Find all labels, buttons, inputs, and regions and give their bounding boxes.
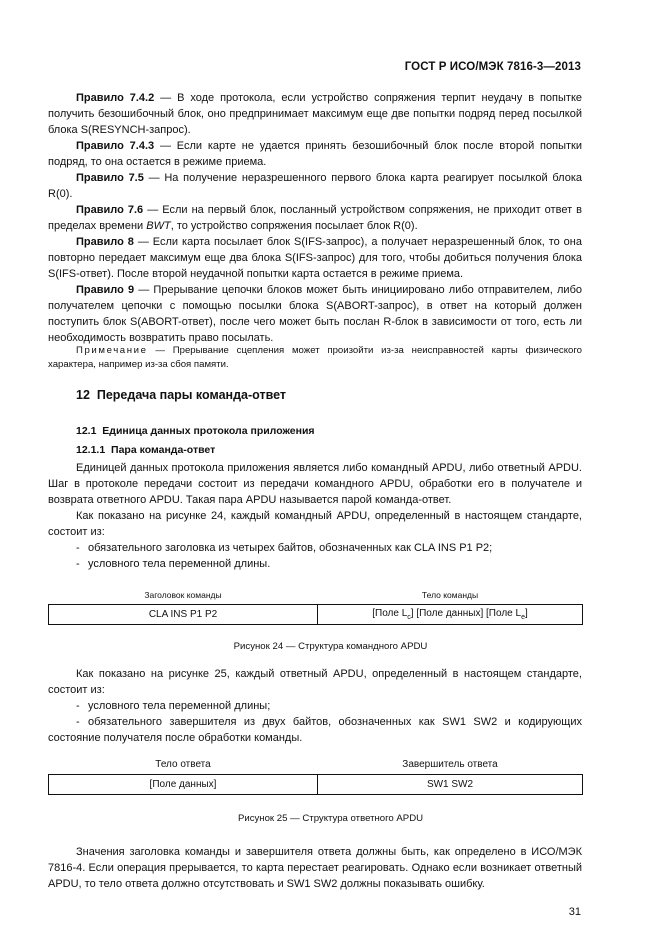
rule-label: Правило 8	[76, 236, 134, 248]
rule-7-6	[48, 202, 582, 234]
command-body-label: Тело команды	[421, 589, 479, 600]
bwt-term: BWT	[146, 220, 171, 232]
list-item-text: условного тела переменной длины;	[88, 700, 271, 712]
response-body-cell: [Поле данных]	[49, 774, 318, 794]
figure24-table	[48, 586, 583, 625]
list-item-text: обязательного завершителя из двух байтов, обозначенных как SW1 SW2 и кодирующих состояние получателя после обработки команды.	[48, 716, 582, 744]
list-item: - обязательного заголовка из четырех байтов, обозначенных как CLA INS P1 P2;	[76, 542, 493, 554]
rule-text-end: , то устройство сопряжения посылает блок R(0).	[170, 220, 418, 232]
section-title: Передача пары команда-ответ	[96, 388, 286, 402]
page-number: 31	[568, 906, 581, 918]
rule-9	[48, 282, 582, 346]
rule-7-4-3	[48, 138, 582, 170]
subsubsection-title: Пара команда-ответ	[111, 444, 216, 456]
standard-header: ГОСТ Р ИСО/МЭК 7816-3—2013	[404, 61, 581, 73]
rule-label: Правило 7.5	[76, 172, 144, 184]
response-trailer-label: Завершитель ответа	[402, 759, 498, 771]
response-trailer-cell: SW1 SW2	[318, 774, 583, 794]
subsection-heading	[76, 425, 315, 437]
note-text: — Прерывание сцепления может произойти из-за неисправностей карты физического характера, например из-за сбоя памяти.	[48, 345, 582, 370]
rule-label: Правило 7.4.3	[76, 140, 155, 152]
paragraph-apdu-definition: Единицей данных протокола приложения является либо командный APDU, либо ответный APDU. Шаг в протоколе передачи состоит из передачи командного APDU, обработки его в получателе и возврата ответного APDU. Такая пара APDU называется парой команда-ответ.	[48, 462, 582, 506]
rule-text: — Если карта посылает блок S(IFS-запрос), а получает неразрешенный блок, то она повторно передает максимум еще два блока S(IFS-запрос) для того, чтобы добиться получения блока S(IFS-ответ). После второй неудачной попытки карта остается в режиме приема.	[48, 236, 582, 280]
rule-text: — В ходе протокола, если устройство сопряжения терпит неудачу в попытке получить безошибочный блок, оно предпринимает максимум еще две попытки подряд перед посылкой блока S(RESYNCH-запрос).	[48, 92, 583, 136]
list-item: - условного тела переменной длины;	[76, 700, 271, 712]
rule-text: — Если карте не удается принять безошибочный блок после второй попытки подряд, то она остается в режиме приема.	[48, 140, 582, 168]
paragraph-figure24-intro: Как показано на рисунке 24, каждый командный APDU, определенный в настоящем стандарте, состоит из:	[48, 510, 582, 538]
list-item: - условного тела переменной длины.	[76, 558, 271, 570]
section-number: 12	[76, 388, 90, 402]
list-item-text: условного тела переменной длины.	[88, 558, 271, 570]
note	[48, 344, 582, 372]
figure25-caption: Рисунок 25 — Структура ответного APDU	[237, 813, 424, 824]
rule-label: Правило 9	[76, 284, 135, 296]
subsection-number: 12.1	[76, 425, 97, 437]
figure24-caption: Рисунок 24 — Структура командного APDU	[233, 641, 428, 652]
figure25-table	[48, 756, 583, 795]
list-item: - обязательного завершителя из двух байтов, обозначенных как SW1 SW2 и кодирующих состояние получателя после обработки команды.	[48, 716, 582, 744]
subsection-title: Единица данных протокола приложения	[102, 425, 315, 437]
section-heading	[76, 388, 286, 402]
paragraph-figure25-intro: Как показано на рисунке 25, каждый ответный APDU, определенный в настоящем стандарте, состоит из:	[48, 668, 582, 696]
note-label: Примечание	[76, 345, 148, 356]
rule-text: — Если на первый блок, посланный устройством сопряжения, не приходит ответ в пределах времени	[48, 204, 582, 232]
list-item-text: обязательного заголовка из четырех байтов, обозначенных как CLA INS P1 P2;	[88, 542, 493, 554]
rule-label: Правило 7.6	[76, 204, 144, 216]
rule-label: Правило 7.4.2	[76, 92, 155, 104]
command-header-label: Заголовок команды	[144, 589, 222, 600]
rule-7-5	[48, 170, 582, 202]
command-body-cell: [Поле $L_c$] [Поле данных] [Поле $L_e$]	[318, 604, 583, 624]
subsubsection-number: 12.1.1	[76, 444, 106, 456]
subsubsection-heading	[76, 444, 215, 456]
command-header-cell: CLA INS P1 P2	[49, 604, 318, 624]
rule-7-4-2	[48, 90, 582, 138]
rule-text: — Прерывание цепочки блоков может быть инициировано либо отправителем, либо получателем цепочки с помощью посылки блока S(ABORT-запрос), в ответ на который должен поступить блок S(ABORT-ответ), после чего может быть послан R-блок в зависимости от того, есть ли необходимость возвратить право посылать.	[48, 284, 582, 344]
paragraph-conclusion: Значения заголовка команды и завершителя ответа должны быть, как определено в ИСО/МЭК 7816-4. Если операция прерывается, то карта перестает реагировать. Однако если возникает ответный APDU, то тело ответа должно отсутствовать и SW1 SW2 должны показывать ошибку.	[48, 846, 582, 890]
response-body-label: Тело ответа	[155, 759, 211, 771]
rule-8	[48, 234, 582, 282]
rule-text: — На получение неразрешенного первого блока карта реагирует посылкой блока R(0).	[48, 172, 582, 200]
